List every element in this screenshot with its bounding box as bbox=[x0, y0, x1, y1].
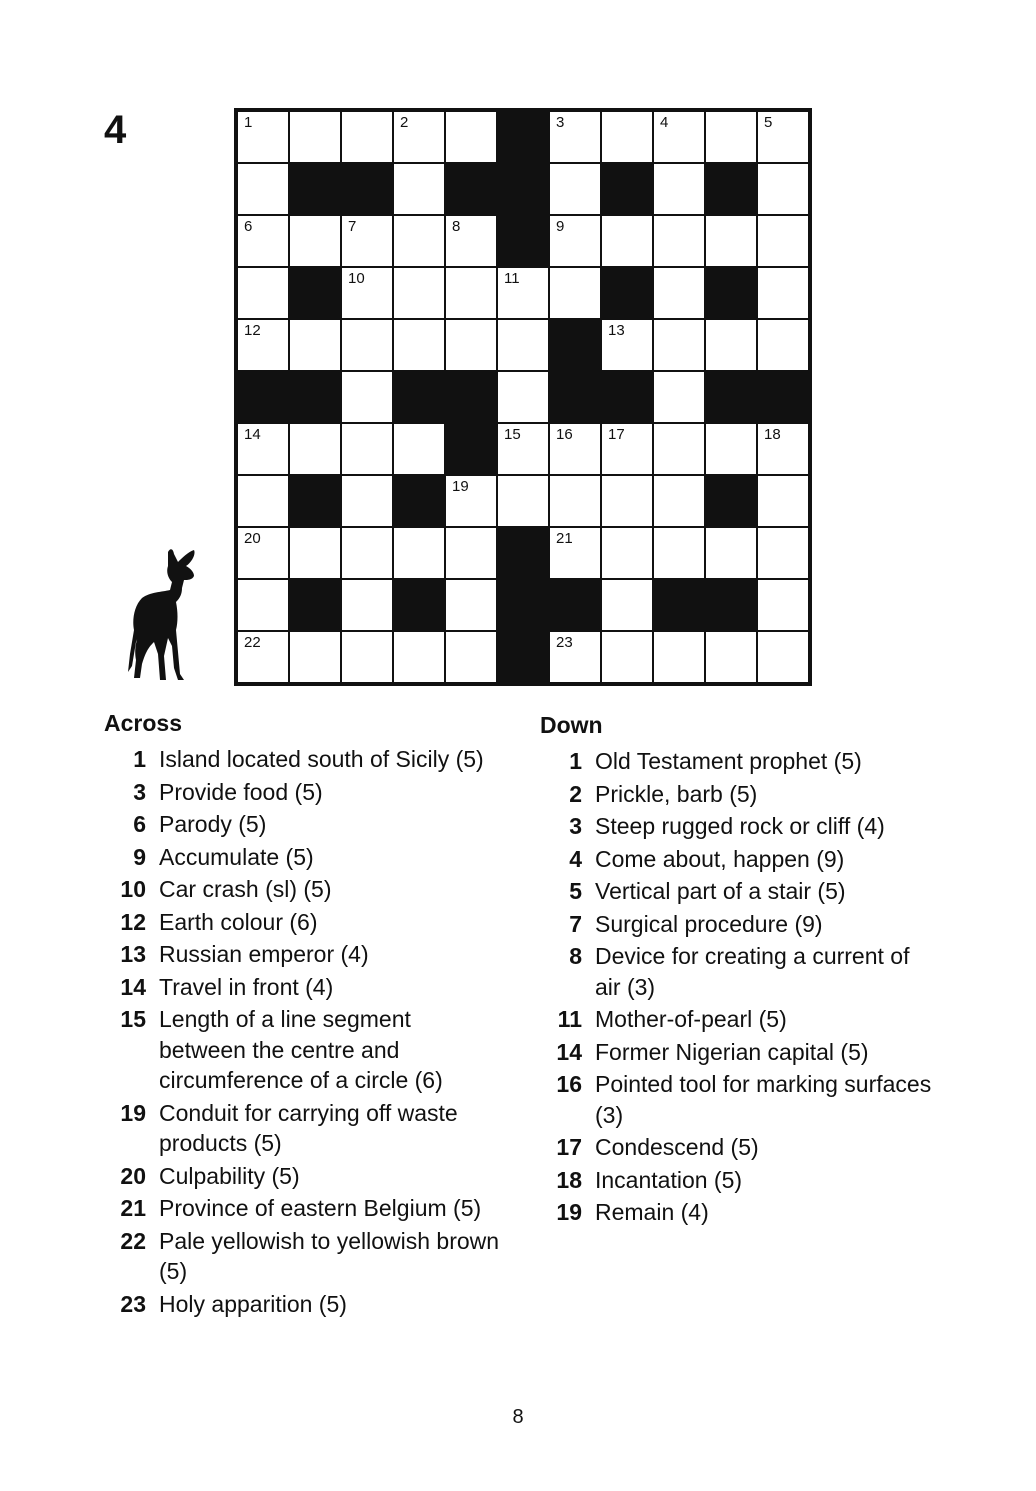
clue-text: Province of eastern Belgium (5) bbox=[159, 1195, 482, 1221]
grid-block bbox=[289, 163, 341, 215]
down-clue bbox=[540, 1132, 940, 1163]
grid-cell[interactable] bbox=[237, 475, 289, 527]
across-clue bbox=[104, 972, 504, 1003]
across-clue bbox=[104, 1098, 504, 1159]
grid-block bbox=[705, 267, 757, 319]
grid-block bbox=[341, 163, 393, 215]
clue-number: 5 bbox=[764, 114, 773, 131]
grid-cell[interactable] bbox=[393, 163, 445, 215]
across-clue bbox=[104, 907, 504, 938]
deer-silhouette-icon bbox=[124, 546, 214, 686]
grid-block bbox=[497, 111, 549, 163]
grid-cell[interactable] bbox=[393, 215, 445, 267]
grid-cell[interactable] bbox=[757, 319, 809, 371]
clue-text: Remain (4) bbox=[595, 1199, 709, 1225]
grid-cell[interactable] bbox=[601, 579, 653, 631]
clue-number: 23 bbox=[120, 1290, 146, 1317]
clue-text: Holy apparition (5) bbox=[159, 1290, 347, 1317]
across-clue bbox=[104, 842, 504, 873]
clue-number: 5 bbox=[569, 878, 582, 904]
grid-block bbox=[549, 579, 601, 631]
grid-block bbox=[497, 631, 549, 683]
clue-text: Condescend (5) bbox=[595, 1134, 759, 1160]
clue-number: 16 bbox=[556, 1071, 582, 1097]
grid-cell[interactable] bbox=[393, 631, 445, 683]
grid-cell[interactable] bbox=[653, 371, 705, 423]
clue-text: Steep rugged rock or cliff (4) bbox=[595, 813, 885, 839]
grid-cell[interactable] bbox=[445, 527, 497, 579]
grid-cell[interactable] bbox=[653, 527, 705, 579]
grid-cell[interactable] bbox=[653, 475, 705, 527]
grid-cell[interactable] bbox=[341, 475, 393, 527]
grid-cell[interactable] bbox=[757, 267, 809, 319]
clue-text: Device for creating a current of air (3) bbox=[595, 943, 910, 1000]
clue-number: 8 bbox=[452, 218, 461, 235]
clue-number: 1 bbox=[569, 748, 582, 774]
clue-number: 8 bbox=[569, 943, 582, 969]
clue-number: 15 bbox=[120, 1006, 146, 1032]
grid-cell[interactable] bbox=[393, 527, 445, 579]
down-clue bbox=[540, 909, 940, 940]
grid-cell[interactable] bbox=[237, 319, 289, 371]
grid-cell[interactable] bbox=[705, 423, 757, 475]
grid-cell[interactable] bbox=[653, 267, 705, 319]
grid-cell[interactable] bbox=[497, 267, 549, 319]
grid-cell[interactable] bbox=[289, 631, 341, 683]
grid-cell[interactable] bbox=[341, 423, 393, 475]
grid-cell[interactable] bbox=[601, 319, 653, 371]
grid-cell[interactable] bbox=[237, 527, 289, 579]
grid-block bbox=[549, 371, 601, 423]
clue-text: Provide food (5) bbox=[159, 778, 323, 805]
across-clue bbox=[104, 744, 504, 775]
grid-block bbox=[497, 527, 549, 579]
grid-cell[interactable] bbox=[653, 111, 705, 163]
clue-number: 10 bbox=[348, 270, 365, 287]
clue-text: Vertical part of a stair (5) bbox=[595, 878, 846, 904]
down-clue bbox=[540, 1165, 940, 1196]
grid-cell[interactable] bbox=[705, 527, 757, 579]
grid-cell[interactable] bbox=[237, 111, 289, 163]
clue-number: 4 bbox=[569, 845, 582, 872]
clue-number: 14 bbox=[244, 426, 261, 443]
grid-cell[interactable] bbox=[497, 475, 549, 527]
clue-text: Conduit for carrying off waste products (5) bbox=[159, 1099, 458, 1156]
down-clue bbox=[540, 811, 940, 842]
grid-cell[interactable] bbox=[653, 163, 705, 215]
clue-number: 20 bbox=[120, 1162, 146, 1189]
clue-number: 11 bbox=[504, 270, 520, 287]
grid-block bbox=[549, 319, 601, 371]
grid-block bbox=[601, 163, 653, 215]
grid-cell[interactable] bbox=[601, 475, 653, 527]
clue-number: 12 bbox=[120, 908, 146, 935]
clue-text: Parody (5) bbox=[159, 811, 267, 837]
grid-cell[interactable] bbox=[445, 215, 497, 267]
grid-cell[interactable] bbox=[445, 319, 497, 371]
clue-text: Pale yellowish to yellowish brown (5) bbox=[159, 1227, 500, 1284]
grid-cell[interactable] bbox=[705, 319, 757, 371]
grid-cell[interactable] bbox=[653, 215, 705, 267]
clue-number: 17 bbox=[556, 1134, 582, 1160]
clue-number: 20 bbox=[244, 530, 261, 547]
grid-block bbox=[289, 579, 341, 631]
grid-cell[interactable] bbox=[757, 215, 809, 267]
down-clue bbox=[540, 1037, 940, 1068]
grid-cell[interactable] bbox=[757, 111, 809, 163]
clue-number: 6 bbox=[133, 811, 146, 837]
grid-cell[interactable] bbox=[601, 527, 653, 579]
grid-cell[interactable] bbox=[341, 319, 393, 371]
grid-cell[interactable] bbox=[237, 215, 289, 267]
grid-cell[interactable] bbox=[549, 527, 601, 579]
clue-number: 1 bbox=[133, 746, 146, 772]
grid-cell[interactable] bbox=[549, 215, 601, 267]
clue-number: 19 bbox=[556, 1199, 582, 1225]
grid-cell[interactable] bbox=[237, 579, 289, 631]
puzzle-number: 4 bbox=[104, 108, 127, 152]
grid-cell[interactable] bbox=[289, 319, 341, 371]
grid-cell[interactable] bbox=[445, 579, 497, 631]
grid-cell[interactable] bbox=[393, 319, 445, 371]
clue-text: Surgical procedure (9) bbox=[595, 910, 823, 937]
clue-text: Length of a line segment between the centre and circumference of a circle (6) bbox=[159, 1006, 443, 1093]
clue-number: 14 bbox=[556, 1038, 582, 1065]
grid-cell[interactable] bbox=[445, 111, 497, 163]
clue-number: 14 bbox=[120, 973, 146, 1000]
grid-cell[interactable] bbox=[497, 423, 549, 475]
grid-cell[interactable] bbox=[497, 371, 549, 423]
grid-block bbox=[289, 475, 341, 527]
grid-block bbox=[393, 579, 445, 631]
grid-block bbox=[601, 371, 653, 423]
grid-block bbox=[705, 163, 757, 215]
grid-cell[interactable] bbox=[549, 631, 601, 683]
grid-cell[interactable] bbox=[341, 371, 393, 423]
down-clue bbox=[540, 1197, 940, 1228]
grid-block bbox=[653, 579, 705, 631]
grid-block bbox=[393, 475, 445, 527]
clue-number: 19 bbox=[452, 478, 469, 495]
down-clue bbox=[540, 1004, 940, 1035]
grid-block bbox=[757, 371, 809, 423]
clue-number: 18 bbox=[764, 426, 781, 443]
clue-text: Russian emperor (4) bbox=[159, 941, 369, 967]
grid-cell[interactable] bbox=[289, 111, 341, 163]
page-number: 8 bbox=[512, 1406, 524, 1428]
clue-text: Mother-of-pearl (5) bbox=[595, 1006, 787, 1032]
clue-number: 11 bbox=[557, 1006, 582, 1032]
grid-cell[interactable] bbox=[549, 111, 601, 163]
grid-cell[interactable] bbox=[393, 423, 445, 475]
across-clue bbox=[104, 777, 504, 808]
clue-text: Come about, happen (9) bbox=[595, 845, 845, 872]
grid-cell[interactable] bbox=[549, 163, 601, 215]
clue-text: Island located south of Sicily (5) bbox=[159, 746, 484, 772]
grid-block bbox=[445, 371, 497, 423]
clue-number: 2 bbox=[569, 780, 582, 807]
clue-number: 4 bbox=[660, 114, 669, 131]
down-clue bbox=[540, 876, 940, 907]
clue-number: 3 bbox=[556, 114, 565, 131]
grid-cell[interactable] bbox=[341, 111, 393, 163]
grid-block bbox=[497, 163, 549, 215]
down-clues bbox=[540, 710, 940, 1230]
clue-number: 19 bbox=[120, 1099, 146, 1126]
grid-cell[interactable] bbox=[549, 475, 601, 527]
across-clue bbox=[104, 809, 504, 840]
grid-cell[interactable] bbox=[289, 423, 341, 475]
grid-cell[interactable] bbox=[757, 423, 809, 475]
clue-number: 13 bbox=[120, 941, 146, 967]
grid-cell[interactable] bbox=[757, 527, 809, 579]
down-clue bbox=[540, 746, 940, 777]
grid-block bbox=[289, 267, 341, 319]
grid-cell[interactable] bbox=[237, 267, 289, 319]
clue-number: 18 bbox=[556, 1166, 582, 1193]
grid-block bbox=[237, 371, 289, 423]
across-clue bbox=[104, 1161, 504, 1192]
clue-number: 21 bbox=[556, 530, 573, 547]
grid-block bbox=[393, 371, 445, 423]
clue-text: Accumulate (5) bbox=[159, 843, 314, 870]
clue-number: 7 bbox=[569, 910, 582, 937]
grid-cell[interactable] bbox=[341, 579, 393, 631]
down-clue bbox=[540, 1069, 940, 1130]
grid-cell[interactable] bbox=[341, 267, 393, 319]
clue-number: 22 bbox=[244, 634, 261, 651]
grid-block bbox=[705, 371, 757, 423]
clue-number: 6 bbox=[244, 218, 253, 235]
across-clue bbox=[104, 939, 504, 970]
grid-block bbox=[705, 579, 757, 631]
grid-cell[interactable] bbox=[341, 215, 393, 267]
clue-text: Prickle, barb (5) bbox=[595, 780, 758, 807]
down-heading: Down bbox=[540, 712, 603, 738]
grid-cell[interactable] bbox=[393, 111, 445, 163]
grid-cell[interactable] bbox=[341, 527, 393, 579]
grid-cell[interactable] bbox=[705, 111, 757, 163]
grid-cell[interactable] bbox=[601, 631, 653, 683]
grid-block bbox=[705, 475, 757, 527]
grid-cell[interactable] bbox=[497, 319, 549, 371]
across-clues bbox=[104, 708, 504, 1321]
clue-number: 15 bbox=[504, 426, 521, 443]
clue-number: 9 bbox=[556, 218, 565, 235]
grid-cell[interactable] bbox=[237, 631, 289, 683]
grid-cell[interactable] bbox=[601, 215, 653, 267]
grid-block bbox=[497, 579, 549, 631]
crossword-grid bbox=[234, 108, 812, 686]
grid-cell[interactable] bbox=[289, 527, 341, 579]
grid-cell[interactable] bbox=[445, 267, 497, 319]
grid-cell[interactable] bbox=[445, 631, 497, 683]
grid-cell[interactable] bbox=[757, 631, 809, 683]
grid-cell[interactable] bbox=[757, 475, 809, 527]
grid-cell[interactable] bbox=[705, 215, 757, 267]
down-clue bbox=[540, 779, 940, 810]
grid-cell[interactable] bbox=[653, 631, 705, 683]
grid-cell[interactable] bbox=[601, 423, 653, 475]
clue-number: 17 bbox=[608, 426, 625, 443]
clue-number: 2 bbox=[400, 114, 409, 131]
clue-number: 7 bbox=[348, 218, 357, 235]
grid-cell[interactable] bbox=[341, 631, 393, 683]
down-clue bbox=[540, 941, 940, 1002]
clue-text: Old Testament prophet (5) bbox=[595, 748, 862, 774]
grid-block bbox=[289, 371, 341, 423]
grid-block bbox=[601, 267, 653, 319]
grid-cell[interactable] bbox=[445, 475, 497, 527]
grid-cell[interactable] bbox=[549, 423, 601, 475]
clue-number: 12 bbox=[244, 322, 261, 339]
grid-cell[interactable] bbox=[237, 163, 289, 215]
grid-cell[interactable] bbox=[237, 423, 289, 475]
grid-block bbox=[445, 423, 497, 475]
clue-number: 10 bbox=[120, 876, 146, 902]
across-clue bbox=[104, 874, 504, 905]
grid-cell[interactable] bbox=[393, 267, 445, 319]
clue-text: Car crash (sl) (5) bbox=[159, 876, 332, 902]
clue-text: Former Nigerian capital (5) bbox=[595, 1038, 869, 1065]
clue-number: 3 bbox=[133, 778, 146, 805]
grid-cell[interactable] bbox=[289, 215, 341, 267]
clue-number: 1 bbox=[244, 114, 253, 131]
clue-number: 13 bbox=[608, 322, 625, 339]
grid-cell[interactable] bbox=[757, 163, 809, 215]
across-clue bbox=[104, 1193, 504, 1224]
grid-cell[interactable] bbox=[549, 267, 601, 319]
clue-text: Incantation (5) bbox=[595, 1166, 743, 1193]
clue-text: Earth colour (6) bbox=[159, 908, 318, 935]
grid-cell[interactable] bbox=[705, 631, 757, 683]
across-heading: Across bbox=[104, 710, 182, 736]
clue-number: 23 bbox=[556, 634, 573, 651]
grid-cell[interactable] bbox=[601, 111, 653, 163]
across-clue bbox=[104, 1004, 504, 1096]
clue-number: 21 bbox=[120, 1195, 146, 1221]
clue-text: Travel in front (4) bbox=[159, 973, 334, 1000]
grid-block bbox=[497, 215, 549, 267]
across-clue bbox=[104, 1226, 504, 1287]
clue-number: 22 bbox=[120, 1227, 146, 1254]
grid-cell[interactable] bbox=[757, 579, 809, 631]
grid-block bbox=[445, 163, 497, 215]
clue-text: Culpability (5) bbox=[159, 1162, 300, 1189]
clue-number: 3 bbox=[569, 813, 582, 839]
across-clue bbox=[104, 1289, 504, 1320]
grid-cell[interactable] bbox=[653, 319, 705, 371]
grid-cell[interactable] bbox=[653, 423, 705, 475]
down-clue bbox=[540, 844, 940, 875]
clue-text: Pointed tool for marking surfaces (3) bbox=[595, 1071, 932, 1128]
clue-number: 9 bbox=[133, 843, 146, 870]
clue-number: 16 bbox=[556, 426, 573, 443]
